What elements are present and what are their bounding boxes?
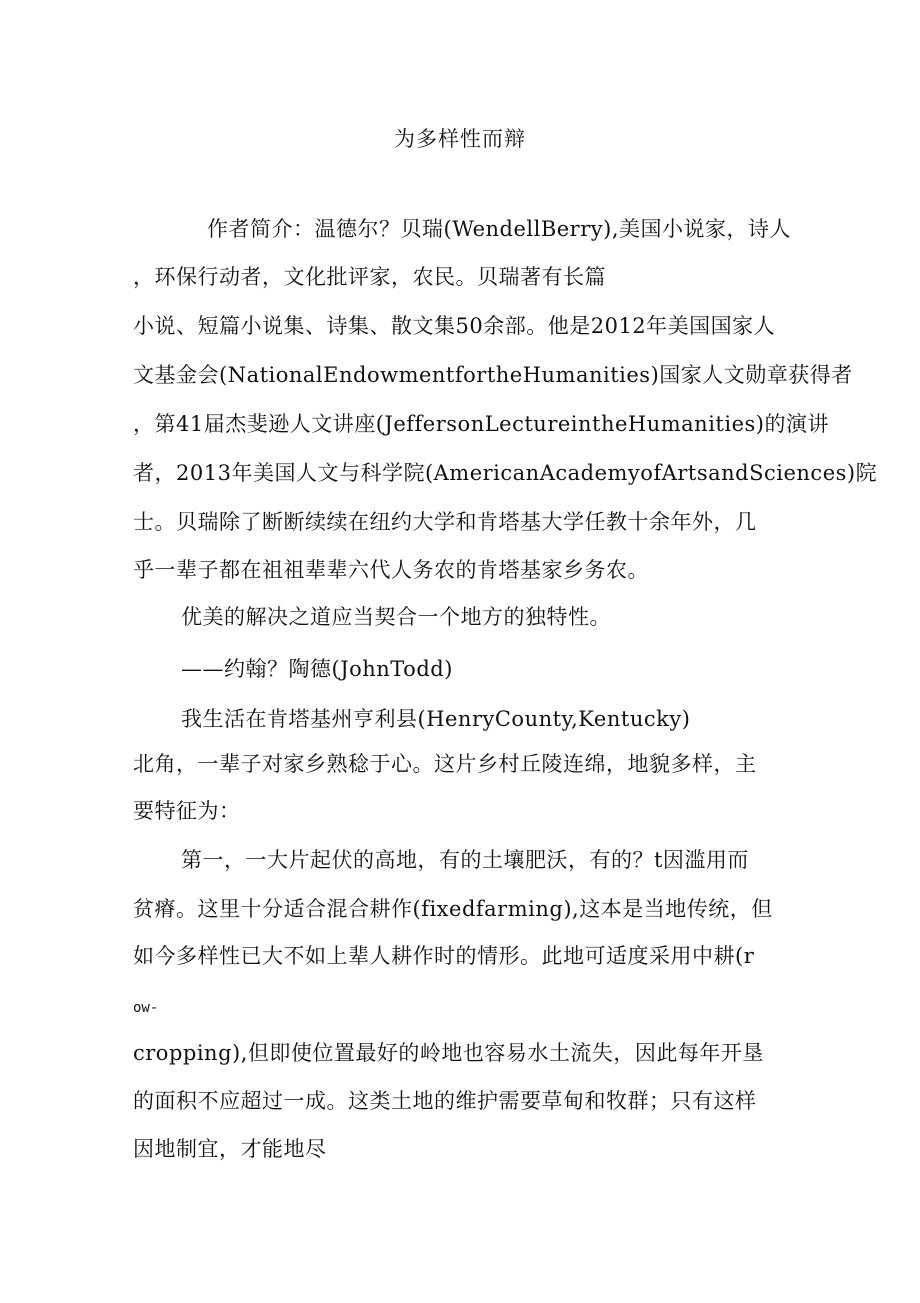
document-title: 为多样性而辩 [394, 127, 526, 151]
body-line-1: 我生活在肯塔基州亨利县(HenryCounty,Kentucky) [181, 707, 691, 731]
author-intro-line-8: 乎一辈子都在祖祖辈辈六代人务农的肯塔基家乡务农。 [133, 558, 649, 582]
body-line-10: 因地制宜，才能地尽 [133, 1137, 327, 1161]
body-line-2: 北角，一辈子对家乡熟稔于心。这片乡村丘陵连绵，地貌多样，主 [133, 752, 757, 776]
epigraph-quote: 优美的解决之道应当契合一个地方的独特性。 [181, 605, 611, 629]
author-intro-line-5: ，第41届杰斐逊人文讲座(JeffersonLectureintheHumanities)的演讲 [133, 412, 829, 436]
author-intro-line-2: ，环保行动者，文化批评家，农民。贝瑞著有长篇 [133, 265, 606, 289]
body-line-4: 第一，一大片起伏的高地，有的土壤肥沃，有的？t因滥用而 [181, 848, 749, 872]
body-line-9: 的面积不应超过一成。这类土地的维护需要草甸和牧群；只有这样 [133, 1089, 757, 1113]
epigraph-attribution: ——约翰？陶德(JohnTodd) [181, 657, 453, 681]
body-line-7: ow- [133, 1000, 159, 1016]
body-line-5: 贫瘠。这里十分适合混合耕作(fixedfarming),这本是当地传统，但 [133, 897, 773, 921]
author-intro-line-4: 文基金会(NationalEndowmentfortheHumanities)国家人文勋章获得者 [133, 363, 853, 387]
author-intro-line-1: 作者简介：温德尔？贝瑞(WendellBerry),美国小说家，诗人 [207, 217, 791, 241]
author-intro-line-7: 士。贝瑞除了断断续续在纽约大学和肯塔基大学任教十余年外，几 [133, 510, 757, 534]
author-intro-line-3: 小说、短篇小说集、诗集、散文集50余部。他是2012年美国国家人 [133, 314, 776, 338]
author-intro-line-6: 者，2013年美国人文与科学院(AmericanAcademyofArtsandSciences)院 [133, 461, 878, 485]
body-line-3: 要特征为： [133, 799, 241, 823]
body-line-8: cropping),但即使位置最好的岭地也容易水土流失，因此每年开垦 [133, 1041, 764, 1065]
body-line-6: 如今多样性已大不如上辈人耕作时的情形。此地可适度采用中耕(r [133, 944, 755, 968]
